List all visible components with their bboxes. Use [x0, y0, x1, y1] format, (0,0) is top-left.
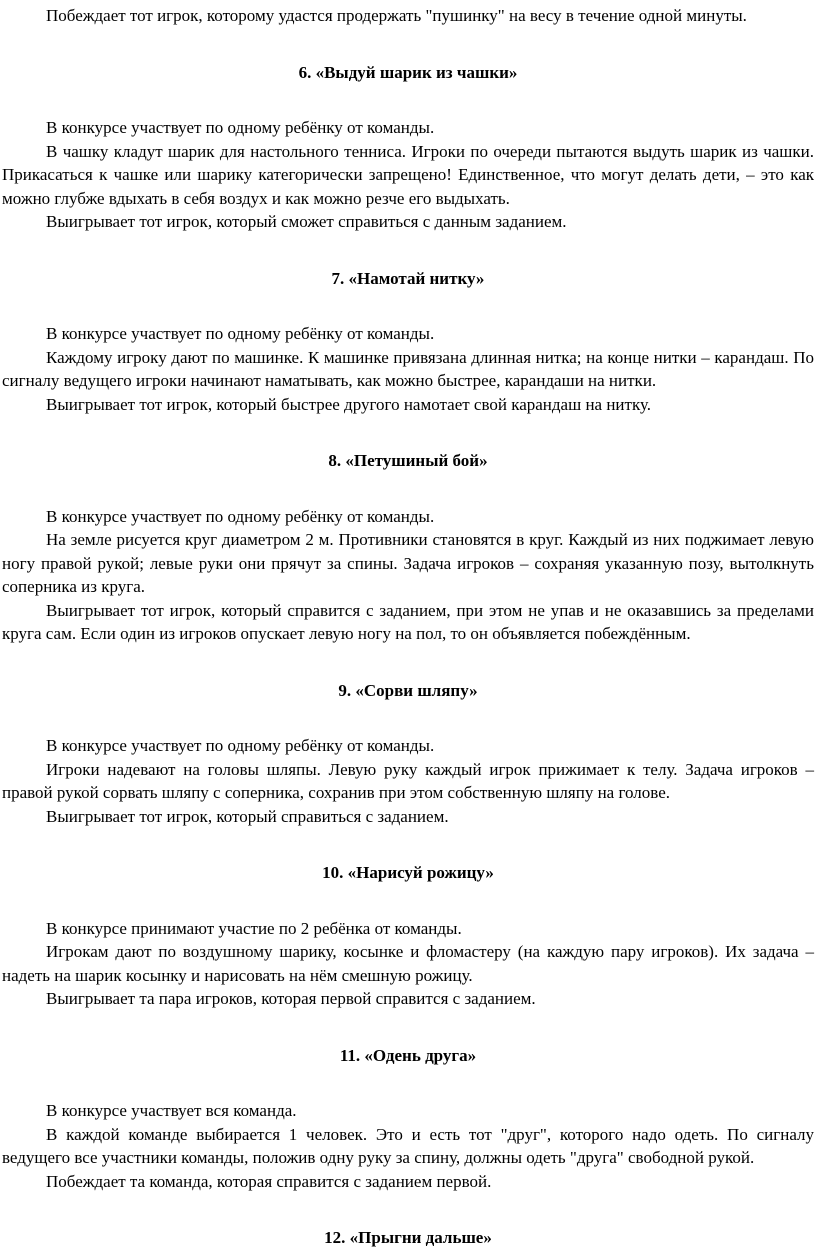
- section-6-paragraph-2: В чашку кладут шарик для настольного тенниса. Игроки по очереди пытаются выдуть шарик из чашки. Прикасаться к чашке или шарику категорически запрещено! Единственное, что могут делать дети, – это как можно глубже вдыхать в себя воздух и как можно резче его выдыхать.: [2, 141, 814, 208]
- section-9-paragraph-2: Игроки надевают на головы шляпы. Левую руку каждый игрок прижимает к телу. Задача игроков – правой рукой сорвать шляпу с соперника, сохранив при этом собственную шляпу на голове.: [2, 759, 814, 802]
- section-9-paragraph-3: Выигрывает тот игрок, который справиться с заданием.: [46, 806, 449, 826]
- section-11-paragraph-1: В конкурсе участвует вся команда.: [46, 1101, 297, 1120]
- section-7-paragraph-1: В конкурсе участвует по одному ребёнку от команды.: [46, 324, 435, 343]
- section-7-paragraph-3: Выигрывает тот игрок, который быстрее другого намотает свой карандаш на нитку.: [46, 394, 652, 414]
- section-11-paragraph-3: Побеждает та команда, которая справится с заданием первой.: [46, 1171, 492, 1191]
- section-title-10: 10. «Нарисуй рожицу»: [322, 863, 494, 882]
- section-10-paragraph-2: Игрокам дают по воздушному шарику, косынке и фломастеру (на каждую пару игроков). Их задача – надеть на шарик косынку и нарисовать на нём смешную рожицу.: [2, 942, 814, 985]
- section-8-paragraph-2: На земле рисуется круг диаметром 2 м. Противники становятся в круг. Каждый из них поджимает левую ногу правой рукой; левые руки они прячут за спины. Задача игроков – сохраняя указанную позу, вытолкнуть соперника из круга.: [2, 530, 814, 596]
- section-title-11: 11. «Одень друга»: [339, 1045, 477, 1065]
- section-6-paragraph-3: Выигрывает тот игрок, который сможет справиться с данным заданием.: [46, 212, 567, 231]
- section-8-paragraph-1: В конкурсе участвует по одному ребёнку от команды.: [46, 506, 435, 526]
- section-10-paragraph-3: Выигрывает та пара игроков, которая первой справится с заданием.: [46, 989, 536, 1008]
- section-title-9: 9. «Сорви шляпу»: [338, 680, 478, 700]
- section-11-paragraph-2: В каждой команде выбирается 1 человек. Это и есть тот "друг", которого надо одеть. По сигналу ведущего все участники команды, положив одну руку за спину, должны одеть "друга" свободной рукой.: [2, 1124, 814, 1167]
- section-10-paragraph-1: В конкурсе принимают участие по 2 ребёнка от команды.: [46, 918, 462, 938]
- section-title-6: 6. «Выдуй шарик из чашки»: [298, 62, 518, 82]
- section-title-7: 7. «Намотай нитку»: [331, 268, 485, 288]
- section-8-paragraph-3: Выигрывает тот игрок, который справится с заданием, при этом не упав и не оказавшись за пределами круга сам. Если один из игроков опускает левую ногу на пол, то он объявляется побеждённым.: [2, 600, 814, 643]
- section-7-paragraph-2: Каждому игроку дают по машинке. К машинке привязана длинная нитка; на конце нитки – карандаш. По сигналу ведущего игроки начинают наматывать, как можно быстрее, карандаши на нитки.: [2, 347, 814, 390]
- section-6-paragraph-1: В конкурсе участвует по одному ребёнку от команды.: [46, 118, 435, 137]
- intro-paragraph: Побеждает тот игрок, которому удастся продержать "пушинку" на весу в течение одной минуты.: [46, 6, 747, 25]
- section-9-paragraph-1: В конкурсе участвует по одному ребёнку от команды.: [46, 736, 435, 755]
- section-title-8: 8. «Петушиный бой»: [328, 451, 488, 470]
- section-title-12: 12. «Прыгни дальше»: [324, 1228, 492, 1247]
